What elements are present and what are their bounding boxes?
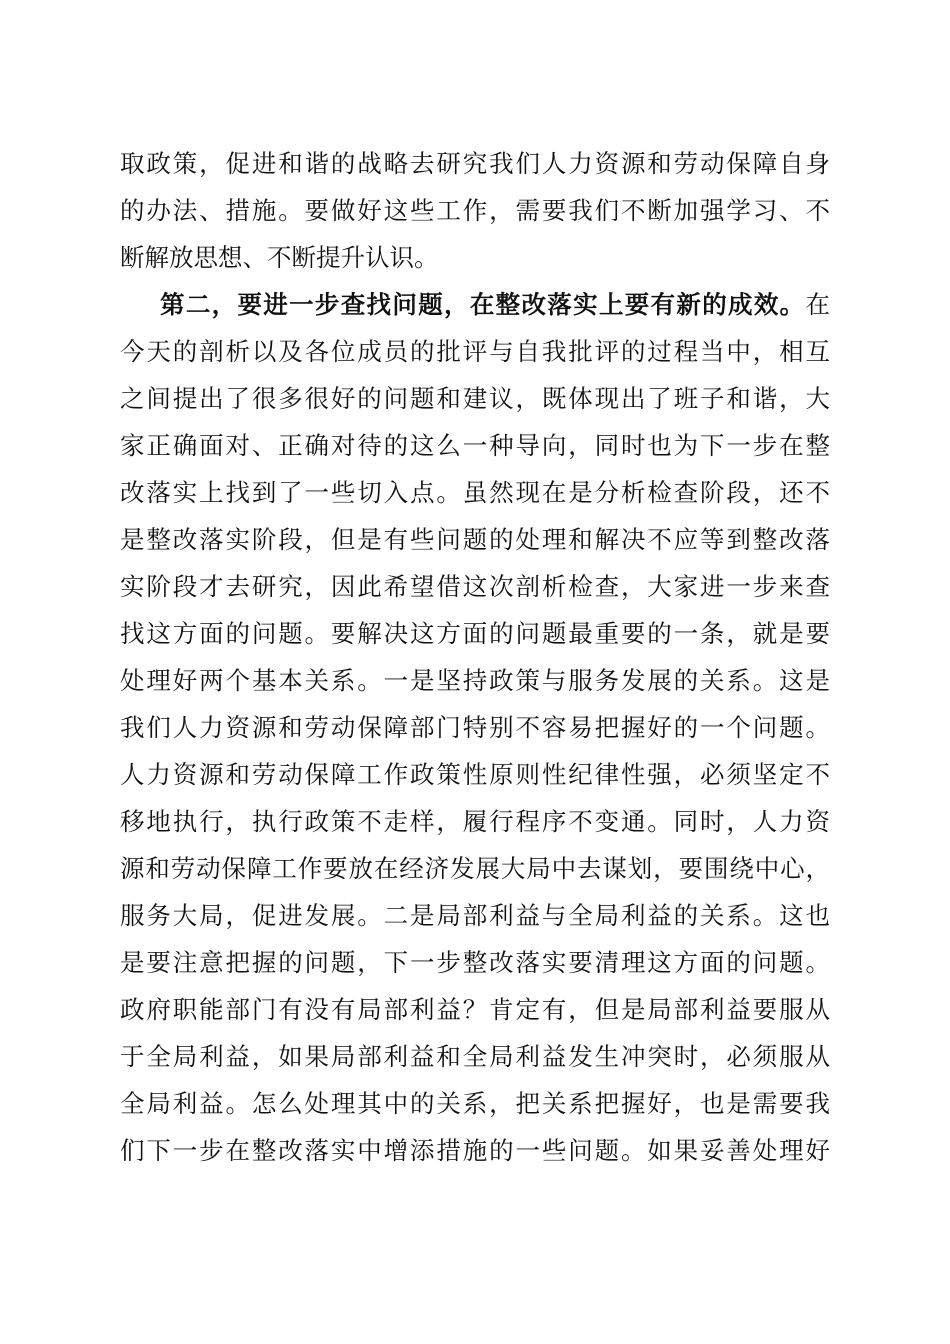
paragraph-line: 家正确面对、正确对待的这么一种导向，同时也为下一步在整: [120, 431, 830, 460]
paragraph-line: 的办法、措施。要做好这些工作，需要我们不断加强学习、不: [120, 196, 830, 225]
paragraph-first-line: [120, 281, 830, 328]
paragraph-line: 源和劳动保障工作要放在经济发展大局中去谋划，要围绕中心，: [120, 854, 830, 883]
paragraph-line: 是要注意把握的问题，下一步整改落实要清理这方面的问题。: [120, 948, 830, 977]
paragraph-line: 实阶段才去研究，因此希望借这次剖析检查，大家进一步来查: [120, 572, 830, 601]
paragraph-line: 今天的剖析以及各位成员的批评与自我批评的过程当中，相互: [120, 337, 830, 366]
paragraph-2: [120, 281, 830, 1174]
paragraph-line: 们下一步在整改落实中增添措施的一些问题。如果妥善处理好: [120, 1136, 830, 1165]
heading-tail-text: 在: [805, 290, 830, 319]
paragraph-line: 全局利益。怎么处理其中的关系，把关系把握好，也是需要我: [120, 1089, 830, 1118]
paragraph-line: 移地执行，执行政策不走样，履行程序不变通。同时，人力资: [120, 807, 830, 836]
paragraph-line: 服务大局，促进发展。二是局部利益与全局利益的关系。这也: [120, 901, 830, 930]
paragraph-1: [120, 140, 830, 281]
paragraph-line: 处理好两个基本关系。一是坚持政策与服务发展的关系。这是: [120, 666, 830, 695]
paragraph-line: 政府职能部门有没有局部利益？肯定有，但是局部利益要服从: [120, 995, 830, 1024]
paragraph-line: 取政策，促进和谐的战略去研究我们人力资源和劳动保障自身: [120, 149, 830, 178]
paragraph-line: 之间提出了很多很好的问题和建议，既体现出了班子和谐，大: [120, 384, 830, 413]
section-heading: 第二，要进一步查找问题，在整改落实上要有新的成效。: [160, 290, 806, 319]
paragraph-line: 找这方面的问题。要解决这方面的问题最重要的一条，就是要: [120, 619, 830, 648]
document-body: [120, 140, 830, 1174]
paragraph-line: 断解放思想、不断提升认识。: [120, 243, 439, 272]
paragraph-line: 改落实上找到了一些切入点。虽然现在是分析检查阶段，还不: [120, 478, 830, 507]
paragraph-line: 人力资源和劳动保障工作政策性原则性纪律性强，必须坚定不: [120, 760, 830, 789]
paragraph-line: 我们人力资源和劳动保障部门特别不容易把握好的一个问题。: [120, 713, 830, 742]
paragraph-line: 于全局利益，如果局部利益和全局利益发生冲突时，必须服从: [120, 1042, 830, 1071]
paragraph-line: 是整改落实阶段，但是有些问题的处理和解决不应等到整改落: [120, 525, 830, 554]
